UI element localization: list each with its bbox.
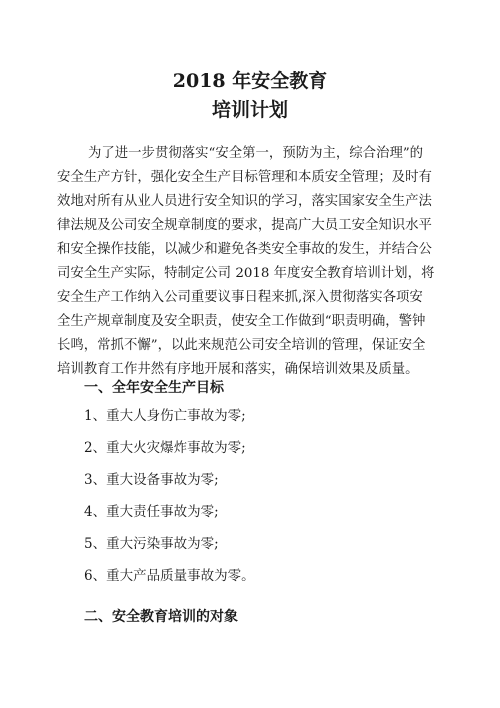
list-item: 2、重大火灾爆炸事故为零; (84, 440, 246, 456)
intro-line: 安全生产方针，强化安全生产目标管理和本质安全管理；及时有 (57, 170, 432, 185)
list-item: 6、重大产品质量事故为零。 (84, 568, 255, 584)
intro-line: 司安全生产实际，特制定公司 2018 年度安全教育培训计划，将 (57, 266, 435, 281)
intro-line: 安全生产工作纳入公司重要议事日程来抓,深入贯彻落实各项安 (57, 290, 423, 305)
intro-line: 律法规及公司安全规章制度的要求，提高广大员工安全知识水平 (57, 218, 432, 233)
goals-list (84, 406, 255, 598)
intro-paragraph (57, 142, 448, 382)
intro-line: 全生产规章制度及安全职责，使安全工作做到“职责明确，警钟 (57, 314, 426, 329)
list-item: 3、重大设备事故为零; (84, 472, 219, 488)
document-title-line2: 培训计划 (211, 99, 288, 121)
intro-line: 为了进一步贯彻落实“安全第一，预防为主，综合治理”的 (88, 146, 424, 161)
intro-line: 培训教育工作井然有序地开展和落实，确保培训效果及质量。 (57, 362, 419, 377)
section-heading-goals: 一、全年安全生产目标 (84, 380, 224, 396)
list-item: 5、重大污染事故为零; (84, 536, 219, 552)
intro-line: 效地对所有从业人员进行安全知识的学习，落实国家安全生产法 (57, 194, 432, 209)
intro-line: 长鸣，常抓不懈”，以此来规范公司安全培训的管理，保证安全 (57, 338, 426, 353)
intro-line: 和安全操作技能，以减少和避免各类安全事故的发生，并结合公 (57, 242, 432, 257)
section-heading-training-targets: 二、安全教育培训的对象 (84, 609, 238, 625)
document-title-line1: 2018 年安全教育 (172, 70, 328, 92)
list-item: 1、重大人身伤亡事故为零; (84, 408, 246, 424)
list-item: 4、重大责任事故为零; (84, 504, 219, 520)
